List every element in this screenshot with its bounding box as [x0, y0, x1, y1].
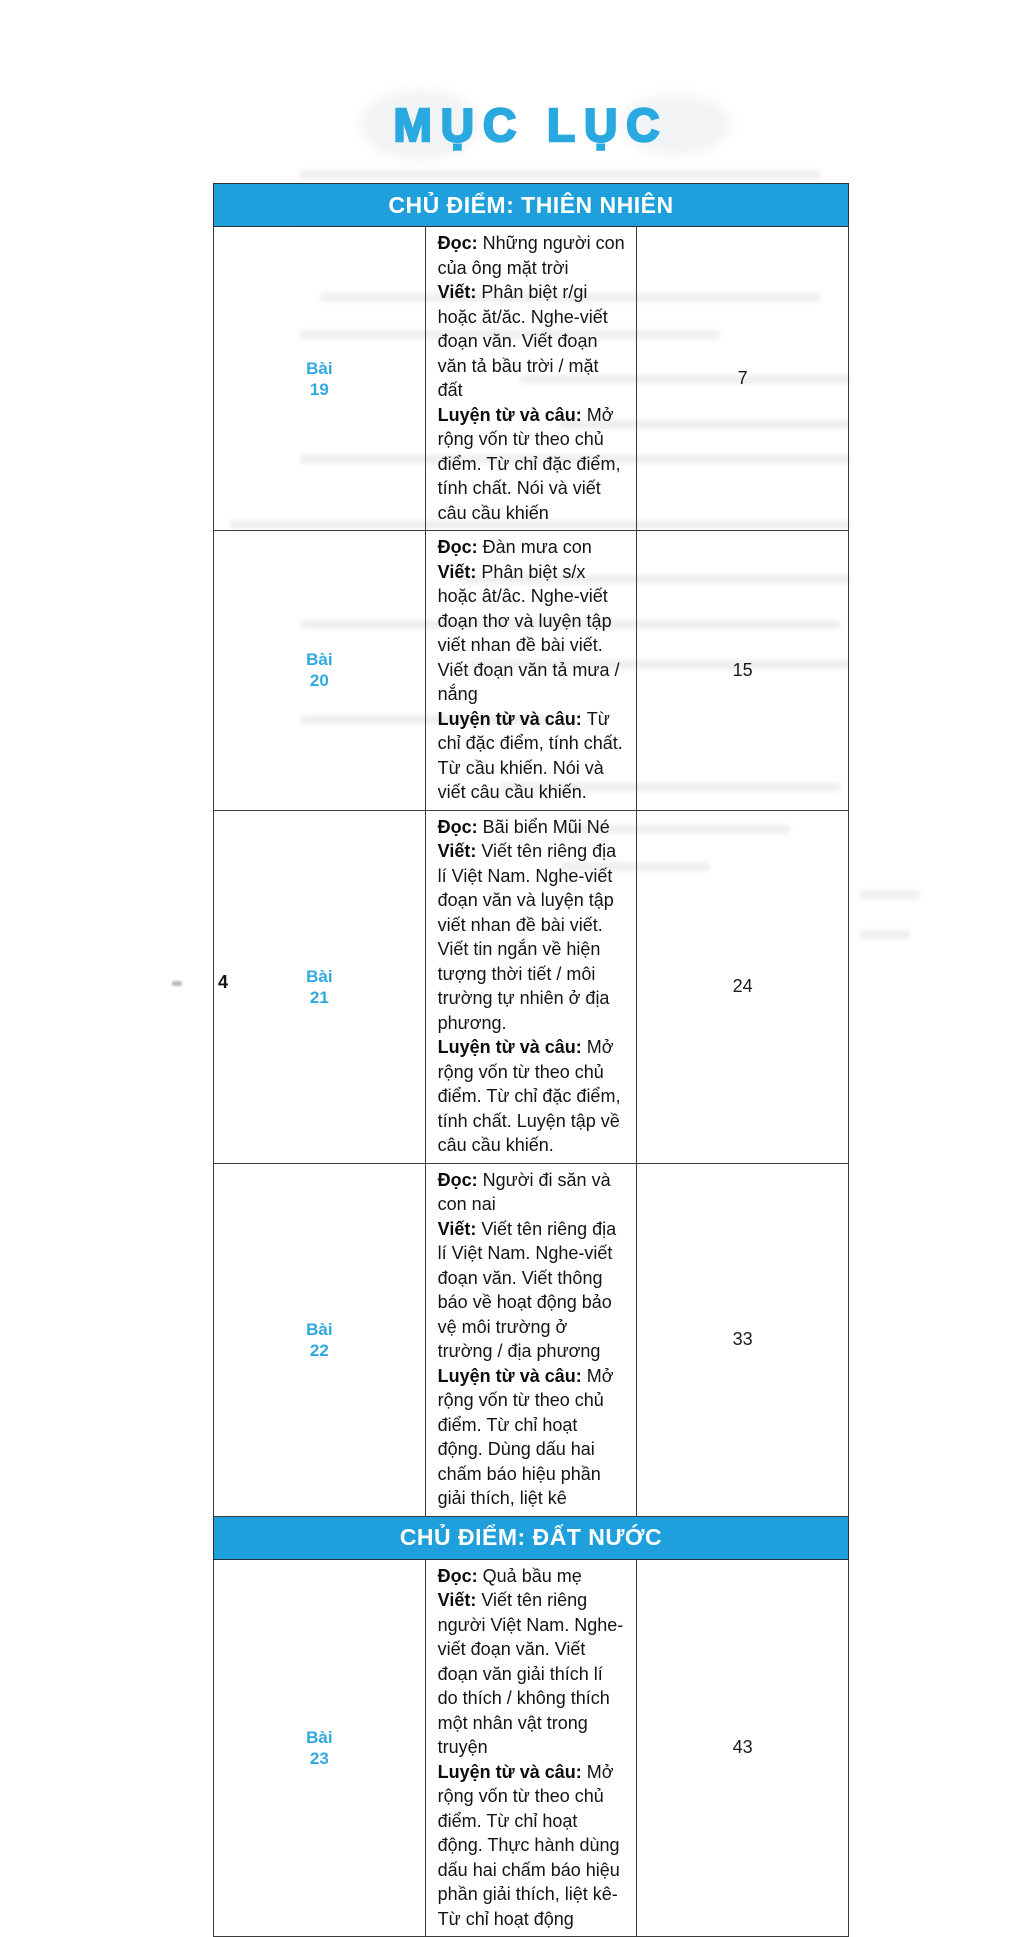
lesson-content-cell [425, 1163, 637, 1516]
lesson-content-cell [425, 1559, 637, 1937]
entry-viet [438, 280, 627, 403]
lesson-number: 21 [309, 987, 329, 1007]
table-row [214, 1559, 849, 1937]
lesson-number: 20 [309, 671, 329, 691]
scan-smudge [172, 981, 182, 986]
entry-doc [438, 1168, 627, 1217]
entry-text: Mở rộng vốn từ theo chủ điểm. Từ chỉ hoạt động. Dùng dấu hai chấm báo hiệu phần giải thích, liệt kê [437, 1365, 614, 1508]
entry-text: Phân biệt s/x hoặc ât/âc. Nghe-viết đoạn thơ và luyện tập viết nhan đề bài viết. Viết đoạn văn tả mưa / nắng [437, 561, 620, 704]
entry-doc [438, 815, 627, 840]
entry-text: Phân biệt r/gi hoặc ăt/ăc. Nghe-viết đoạn văn. Viết đoạn văn tả bầu trời / mặt đất [437, 282, 608, 400]
bleedthrough-artifact [860, 930, 910, 939]
table-row [214, 810, 849, 1163]
bleedthrough-artifact [860, 890, 920, 899]
entry-doc [438, 1564, 627, 1589]
entry-label: Luyện từ và câu: [437, 1761, 582, 1782]
lesson-number-cell [214, 227, 426, 531]
entry-text: Bãi biển Mũi Né [482, 816, 610, 837]
table-row [214, 1163, 849, 1516]
entry-text: Viết tên riêng địa lí Việt Nam. Nghe-viết đoạn văn và luyện tập viết nhan đề bài viết. Viết tin ngắn về hiện tượng thời tiết / môi trường tự nhiên ở địa phương. [437, 841, 617, 1033]
entry-label: Luyện từ và câu: [437, 404, 582, 425]
entry-text: Viết tên riêng người Việt Nam. Nghe-viết đoạn văn. Viết đoạn văn giải thích lí do thích / không thích một nhân vật trong truyện [437, 1590, 624, 1757]
section-header-row [214, 1516, 849, 1559]
lesson-number: 22 [309, 1340, 329, 1360]
lesson-label: Bài [306, 966, 333, 986]
entry-label: Viết: [437, 841, 477, 861]
entry-doc [438, 231, 627, 280]
entry-luyen-tu-va-cau [438, 1364, 627, 1511]
lesson-label: Bài [306, 650, 333, 670]
entry-text: Mở rộng vốn từ theo chủ điểm. Từ chỉ đặc điểm, tính chất. Luyện tập về câu cầu khiến. [437, 1037, 621, 1155]
entry-viet [438, 1588, 627, 1760]
entry-label: Đọc: [437, 233, 478, 253]
footer-page-number: 4 [218, 972, 229, 992]
entry-label: Luyện từ và câu: [437, 708, 582, 729]
entry-label: Đọc: [437, 1565, 478, 1586]
lesson-content-cell [425, 531, 637, 811]
bleedthrough-artifact [300, 170, 820, 179]
page-number-cell: 43 [637, 1559, 849, 1937]
entry-text: Đàn mưa con [482, 537, 592, 557]
entry-luyen-tu-va-cau [438, 707, 627, 805]
table-of-contents [213, 183, 849, 1937]
entry-text: Những người con của ông mặt trời [437, 233, 625, 278]
table-row [214, 227, 849, 531]
entry-text: Từ chỉ đặc điểm, tính chất. Từ cầu khiến. Nói và viết câu cầu khiến. [437, 708, 623, 802]
entry-luyen-tu-va-cau [438, 1035, 627, 1158]
entry-label: Viết: [437, 1218, 477, 1239]
entry-viet [438, 1217, 627, 1364]
section-header-row [214, 184, 849, 227]
lesson-content-cell [425, 227, 637, 531]
entry-viet [438, 839, 627, 1035]
lesson-label: Bài [306, 1319, 333, 1339]
page-number-cell: 24 [637, 810, 849, 1163]
entry-viet [438, 560, 627, 707]
section-header-thien-nhien: CHỦ ĐIỂM: THIÊN NHIÊN [214, 184, 849, 227]
page-number-cell: 7 [637, 227, 849, 531]
entry-label: Đọc: [437, 1169, 478, 1190]
lesson-number-cell [214, 1559, 426, 1937]
entry-text: Viết tên riêng địa lí Việt Nam. Nghe-viết đoạn văn. Viết thông báo về hoạt động bảo vệ môi trường ở trường / địa phương [437, 1218, 617, 1361]
entry-label: Đọc: [437, 816, 478, 837]
lesson-label: Bài [306, 1727, 333, 1747]
entry-doc [438, 535, 627, 560]
lesson-number-cell [214, 810, 426, 1163]
lesson-content-cell [425, 810, 637, 1163]
lesson-label: Bài [306, 358, 333, 378]
page-number-cell: 15 [637, 531, 849, 811]
entry-label: Viết: [437, 282, 477, 302]
entry-luyen-tu-va-cau [438, 1760, 627, 1932]
entry-label: Đọc: [437, 537, 478, 557]
page-number-cell: 33 [637, 1163, 849, 1516]
lesson-number-cell [214, 1163, 426, 1516]
lesson-number: 23 [309, 1748, 329, 1768]
entry-luyen-tu-va-cau [438, 403, 627, 526]
entry-label: Luyện từ và câu: [437, 1037, 582, 1057]
entry-text: Người đi săn và con nai [437, 1169, 611, 1214]
entry-text: Quả bầu mẹ [482, 1565, 582, 1586]
page-title: MỤC LỤC [393, 99, 669, 151]
lesson-number: 19 [309, 379, 329, 399]
lesson-number-cell [214, 531, 426, 811]
entry-label: Luyện từ và câu: [437, 1365, 582, 1386]
section-header-dat-nuoc: CHỦ ĐIỂM: ĐẤT NƯỚC [214, 1516, 849, 1559]
entry-text: Mở rộng vốn từ theo chủ điểm. Từ chỉ đặc điểm, tính chất. Nói và viết câu cầu khiến [437, 404, 621, 523]
table-row [214, 531, 849, 811]
entry-label: Viết: [437, 1590, 477, 1610]
entry-label: Viết: [437, 561, 477, 582]
entry-text: Mở rộng vốn từ theo chủ điểm. Từ chỉ hoạt động. Thực hành dùng dấu hai chấm báo hiệu phần giải thích, liệt kê- Từ chỉ hoạt động [437, 1761, 620, 1929]
